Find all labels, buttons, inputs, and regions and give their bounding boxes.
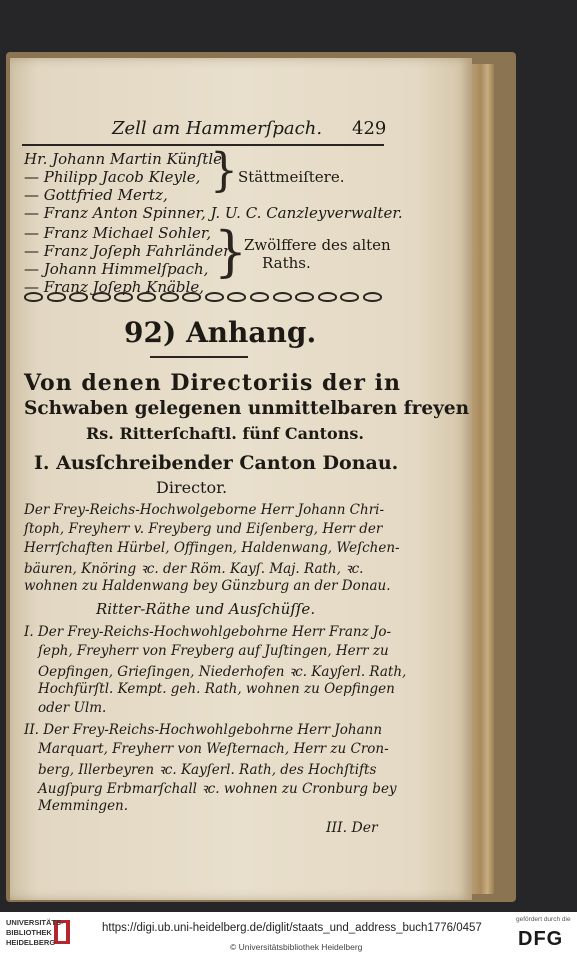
paragraph-line: II. Der Frey-Reichs-Hochwohlgebohrne Herr Johann	[24, 722, 383, 738]
library-name: BIBLIOTHEK	[6, 928, 52, 937]
heading-rule	[150, 356, 248, 358]
paragraph-line: Herrſchaften Hürbel, Offingen, Haldenwang, Weſchen-	[24, 540, 400, 556]
paragraph-line: Memmingen.	[38, 798, 129, 814]
paragraph-line: ſeph, Freyherr von Freyberg auf Juſtingen, Herr zu	[38, 643, 389, 659]
council-role: Zwölffere des alten	[244, 236, 391, 254]
director-heading: Director.	[156, 478, 228, 497]
council-name: — Gottfried Mertz,	[24, 186, 168, 204]
council-name: — Franz Joſeph Knäble,	[24, 278, 204, 296]
paragraph-line: Hochfürſtl. Kempt. geh. Rath, wohnen zu Oepfingen	[38, 681, 395, 697]
canton-heading: I. Ausſchreibender Canton Donau.	[34, 452, 399, 474]
paragraph-line: ſtoph, Freyherr v. Freyberg und Eiſenberg, Herr der	[24, 521, 383, 537]
title-line: Schwaben gelegenen unmittelbaren freyen	[24, 398, 470, 419]
paragraph-line: berg, Illerbeyren ꝛc. Kayſerl. Rath, des Hochſtifts	[38, 762, 377, 778]
title-line: Von denen Directoriis der in	[24, 370, 401, 396]
paragraph-line: wohnen zu Haldenwang bey Günzburg an der Donau.	[24, 578, 391, 594]
council-line: — Franz Anton Spinner, J. U. C. Canzleyverwalter.	[24, 204, 403, 222]
catchword: III. Der	[326, 820, 378, 836]
running-head: Zell am Hammerſpach.	[112, 118, 323, 139]
paragraph-line: I. Der Frey-Reichs-Hochwohlgebohrne Herr Franz Jo-	[24, 624, 392, 640]
title-line: Rs. Ritterſchaftl. fünf Cantons.	[86, 424, 364, 443]
paragraph-line: Oepfingen, Grieſingen, Niederhofen ꝛc. Kayſerl. Rath,	[38, 664, 407, 680]
copyright-note: © Universitätsbibliothek Heidelberg	[230, 942, 363, 952]
council-name: — Franz Joſeph Fahrländer,	[24, 242, 234, 260]
council-name: — Johann Himmelſpach,	[24, 260, 209, 278]
page-edges	[472, 64, 494, 894]
library-name: UNIVERSITÄTS-	[6, 918, 64, 927]
paragraph-line: bäuren, Knöring ꝛc. der Röm. Kayſ. Maj. Rath, ꝛc.	[24, 561, 364, 577]
page-number: 429	[352, 118, 387, 139]
brace: }	[210, 143, 238, 198]
council-role: Stättmeiſtere.	[238, 168, 345, 186]
ornament-divider	[24, 288, 382, 306]
paragraph-line: Augſpurg Erbmarſchall ꝛc. wohnen zu Cronburg bey	[38, 781, 397, 797]
dfg-logo: DFG	[518, 928, 564, 950]
paragraph-line: oder Ulm.	[38, 700, 107, 716]
permalink[interactable]: https://digi.ub.uni-heidelberg.de/diglit/staats_und_address_buch1776/0457	[102, 922, 482, 934]
paragraph-line: Der Frey-Reichs-Hochwolgeborne Herr Johann Chri-	[24, 502, 385, 518]
paragraph-line: Marquart, Freyherr von Weſternach, Herr zu Cron-	[38, 741, 389, 757]
funding-note: gefördert durch die	[516, 916, 571, 923]
council-role: Raths.	[262, 254, 311, 272]
library-name: HEIDELBERG	[6, 938, 56, 947]
brace: }	[214, 220, 248, 284]
ritter-heading: Ritter-Räthe und Ausſchüſſe.	[96, 600, 316, 618]
header-rule	[22, 144, 384, 146]
council-name: — Philipp Jacob Kleyle,	[24, 168, 201, 186]
section-heading: 92) Anhang.	[124, 316, 317, 349]
council-name: — Franz Michael Sohler,	[24, 224, 212, 242]
council-name: Hr. Johann Martin Künſtle,	[24, 150, 227, 168]
